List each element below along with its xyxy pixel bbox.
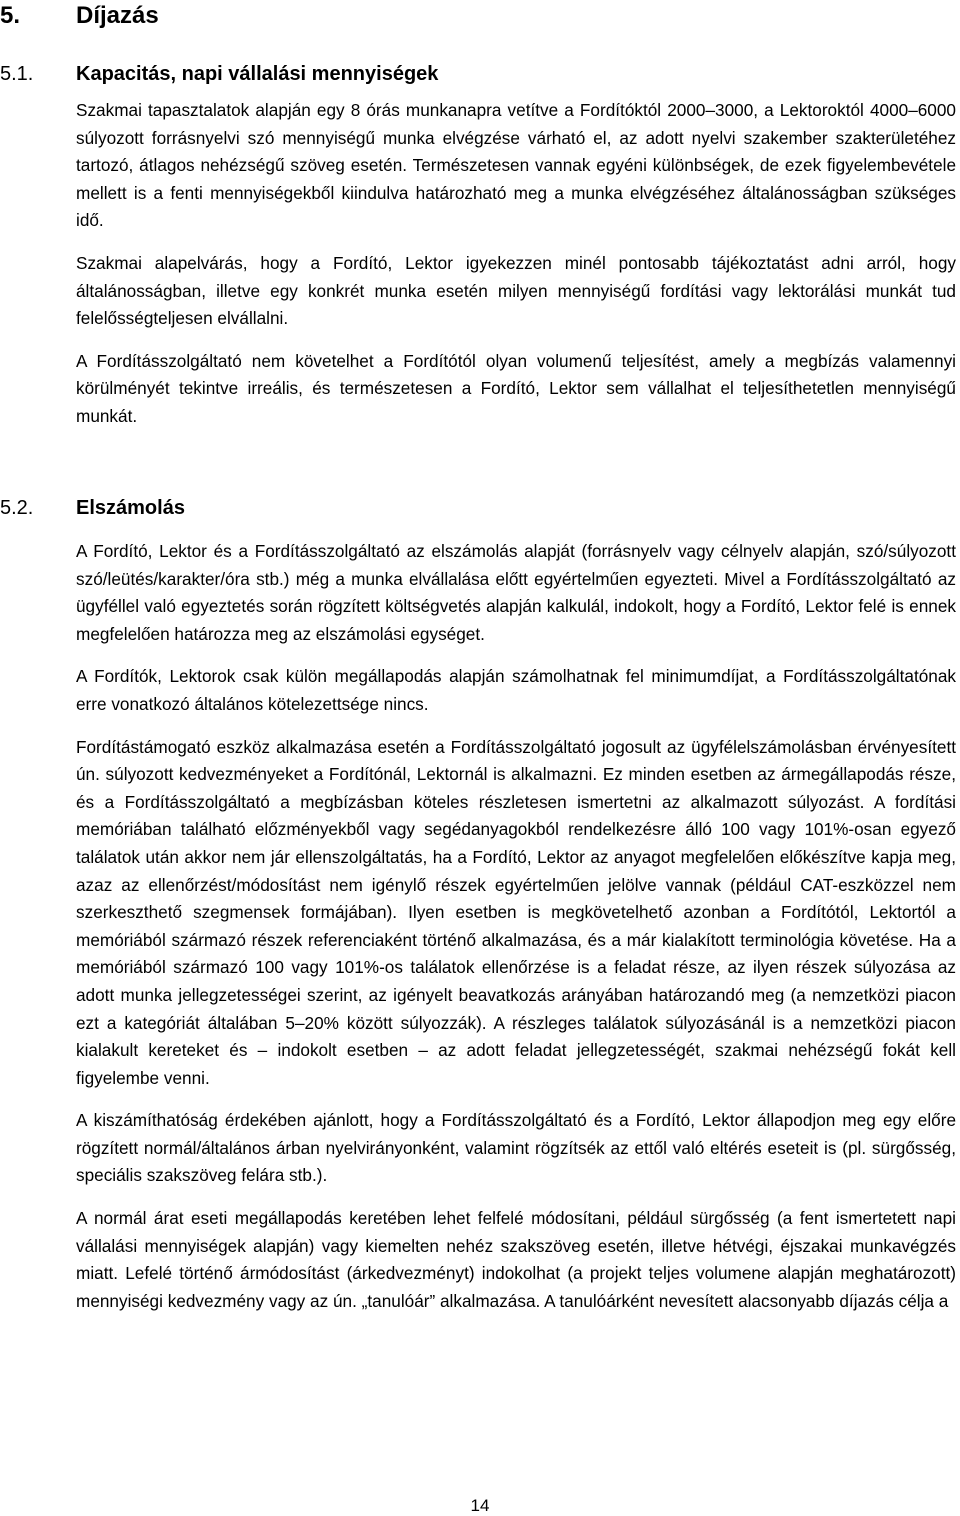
page-number: 14 <box>470 1496 490 1515</box>
paragraph: A kiszámíthatóság érdekében ajánlott, hogy a Fordításszolgáltató és a Fordító, Lektor állapodjon meg egy előre rögzített normál/általános árban nyelvirányonként, valamint rögzítsék az ettől való eltérés eseteit is (pl. sürgősség, speciális szakszöveg felára stb.). <box>76 1110 956 1186</box>
chapter-number: 5. <box>0 2 21 29</box>
chapter-title: Díjazás <box>76 2 159 29</box>
section-body-5-2 <box>76 538 956 1330</box>
paragraph: A normál árat eseti megállapodás keretében lehet felfelé módosítani, például sürgősség (a fent ismertetett napi vállalási mennyiségek alapján) vagy kiemelten nehéz szakszöveg esetén, illetve hétvégi, éjszakai munkavégzés miatt. Lefelé történő ármódosítást (árkedvezményt) indokolhat (a projekt teljes volumene alapján meghatározott) mennyiségi kedvezmény vagy az ún. „tanulóár” alkalmazása. A tanulóárként nevesített alacsonyabb díjazás célja a <box>76 1208 956 1311</box>
section-number: 5.1. <box>0 63 34 85</box>
paragraph: Fordítástámogató eszköz alkalmazása esetén a Fordításszolgáltató jogosult az ügyfélelszámolásban érvényesített ún. súlyozott kedvezményeket a Fordítónál, Lektornál is alkalmazni. Ez minden esetben az ármegállapodás része, és a Fordításszolgáltató a megbízásban köteles részletesen ismertetni az alkalmazott súlyozást. A fordítási memóriában található előzményekből vagy segédanyagokból rendelkezésre álló 100 vagy 101%-osan egyező találatok után akkor nem jár ellenszolgáltatás, ha a Fordító, Lektor az anyagot megfelelően előkészítve kapja meg, azaz az ellenőrzést/módosítást nem igénylő részek egyértelműen jelölve vannak (például CAT-eszközzel nem szerkeszthető szegmensek formájában). Ilyen esetben is megkövetelhető azonban a Fordítótól, Lektortól a memóriából származó részek referenciaként történő alkalmazása, és a már kialakított terminológia követése. Ha a memóriából származó 100 vagy 101%-os találatok ellenőrzése is a feladat része, az ilyen részek súlyozása az adott munka jellegzetességei szerint, az igényelt beavatkozás arányában határozandó meg (a nemzetközi piacon ezt a kategóriát általában 5–20% között súlyozzák). A részleges találatok súlyozásánál is a nemzetközi piacon kialakult kereteket és – indokolt esetben – az adott feladat jellegzetességét, szakmai nehézségű fokát kell figyelembe venni. <box>76 736 956 1088</box>
section-heading-5-2 <box>0 494 185 522</box>
paragraph: A Fordítók, Lektorok csak külön megállapodás alapján számolhatnak fel minimumdíjat, a Fordításszolgáltatónak erre vonatkozó általános kötelezettsége nincs. <box>76 666 956 714</box>
section-title: Kapacitás, napi vállalási mennyiségek <box>76 63 439 85</box>
section-heading-5-1 <box>0 60 438 88</box>
chapter-heading <box>0 0 159 32</box>
paragraph: Szakmai tapasztalatok alapján egy 8 órás munkanapra vetítve a Fordítóktól 2000–3000, a Lektoroktól 4000–6000 súlyozott forrásnyelvi szó mennyiségű munka elvégzése várható el, az adott nyelvi szakember szakterületéhez tartozó, átlagos nehézségű szöveg esetén. Természetesen vannak egyéni különbségek, de ezek figyelembevétele mellett is a fenti mennyiségekből kiindulva határozható meg a munka elvégzéséhez általánosságban szükséges idő. <box>76 100 956 231</box>
paragraph: Szakmai alapelvárás, hogy a Fordító, Lektor igyekezzen minél pontosabb tájékoztatást adni arról, hogy általánosságban, illetve egy konkrét munka esetén milyen mennyiségű fordítási vagy lektorálási munkát tud felelősségteljesen elvállalni. <box>76 252 956 329</box>
section-number: 5.2. <box>0 497 34 519</box>
section-body-5-1 <box>76 97 956 446</box>
paragraph: A Fordító, Lektor és a Fordításszolgáltató az elszámolás alapját (forrásnyelv vagy célnyelv alapján, szó/súlyozott szó/leütés/karakter/óra stb.) még a munka elvállalása előtt egyértelműen egyezteti. Mivel a Fordításszolgáltató az ügyféllel való egyeztetés során rögzített költségvetés alapján kalkulál, indokolt, hogy a Fordító, Lektor felé is ennek megfelelően határozza meg az elszámolási egységet. <box>76 541 956 644</box>
paragraph: A Fordításszolgáltató nem követelhet a Fordítótól olyan volumenű teljesítést, amely a megbízás valamennyi körülményét tekintve irreális, és természetesen a Fordító, Lektor sem vállalhat el teljesíthetetlen mennyiségű munkát. <box>76 350 956 426</box>
section-title: Elszámolás <box>76 497 185 519</box>
